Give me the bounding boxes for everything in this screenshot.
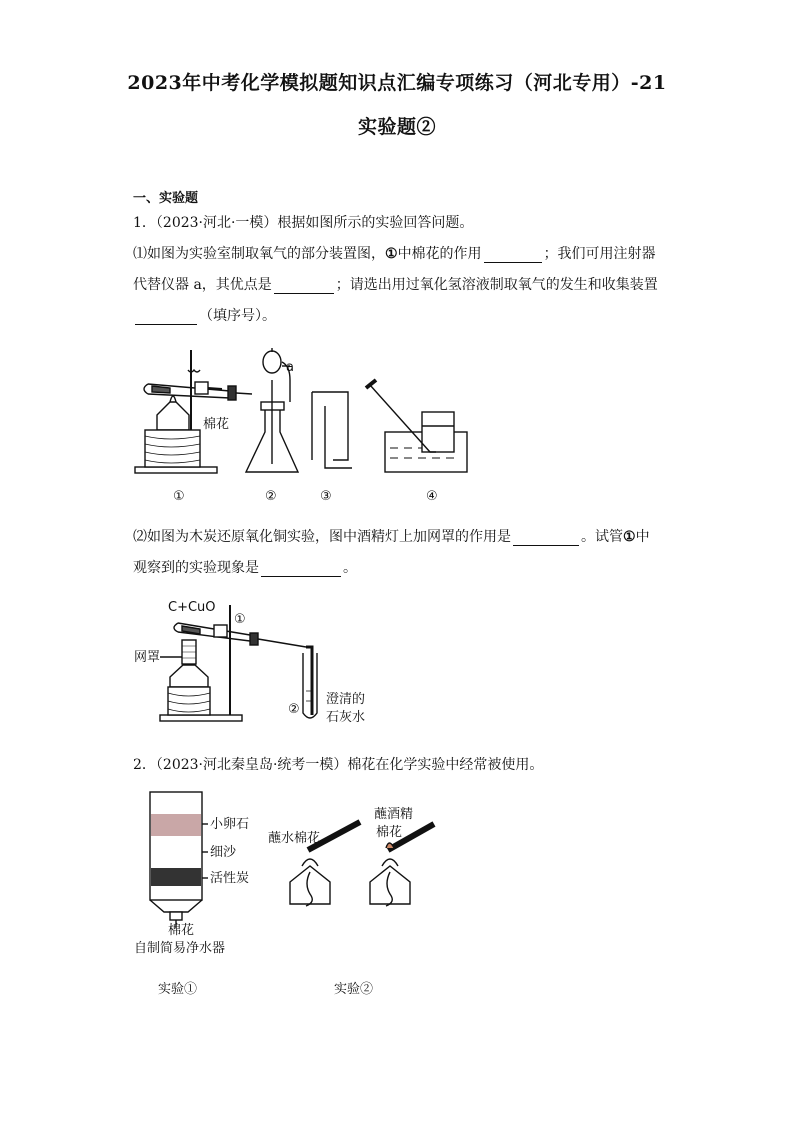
- tube-label-1: ①: [234, 612, 246, 627]
- section-heading: 一、实验题: [133, 191, 199, 206]
- q1-part2-text-b: 。试管: [581, 529, 623, 545]
- cotton-label: 棉花: [203, 417, 230, 432]
- q1-part2-line1: [133, 526, 650, 546]
- q2-header: 2．（2023·河北秦皇岛·统考一模）棉花在化学实验中经常被使用。: [133, 757, 544, 773]
- q1-part1-text-d: 代替仪器 a，其优点是: [133, 277, 272, 293]
- carbon-label: 活性炭: [210, 871, 250, 886]
- tube-label-2: ②: [288, 702, 300, 717]
- answer-blank[interactable]: [135, 310, 197, 325]
- answer-blank[interactable]: [513, 531, 579, 546]
- figure-label-4: ④: [426, 489, 438, 504]
- page-title: 2023年中考化学模拟题知识点汇编专项练习（河北专用）-21: [127, 72, 667, 94]
- alcohol-cotton-label-1: 蘸酒精: [374, 807, 414, 822]
- net-label: 网罩: [134, 650, 161, 665]
- q1-part2-text-d: 观察到的实验现象是: [133, 560, 259, 576]
- alcohol-cotton-label-2: 棉花: [376, 825, 403, 840]
- q1-part1-line2: [133, 274, 658, 294]
- cotton-experiments-figure: [130, 788, 450, 998]
- q1-header: 1．（2023·河北·一模）根据如图所示的实验回答问题。: [133, 215, 474, 231]
- q1-part1-line1: [133, 243, 656, 263]
- q1-part2-line2: [133, 557, 357, 577]
- q1-part1-text-c: ；我们可用注射器: [543, 246, 656, 262]
- figure-label-3: ③: [320, 489, 332, 504]
- q1-part2-text-c: 中: [635, 529, 650, 545]
- answer-blank[interactable]: [274, 279, 334, 294]
- q1-part2-text-a: ⑵如图为木炭还原氧化铜实验，图中酒精灯上加网罩的作用是: [133, 529, 511, 545]
- carbon-reduction-figure: [130, 595, 390, 735]
- q1-part1-text-b: 中棉花的作用: [397, 246, 482, 262]
- pebble-label: 小卵石: [210, 817, 250, 832]
- experiment-1-caption: 实验①: [158, 982, 198, 997]
- q1-part2-text-e: 。: [343, 560, 357, 576]
- limewater-label-2: 石灰水: [326, 710, 366, 725]
- answer-blank[interactable]: [484, 248, 542, 263]
- experiment-2-caption: 实验②: [334, 982, 374, 997]
- purifier-label: 自制简易净水器: [134, 941, 226, 956]
- reagent-label: C+CuO: [168, 600, 216, 615]
- water-cotton-label: 蘸水棉花: [268, 831, 321, 846]
- q1-part1-line3: [133, 305, 276, 325]
- q1-part1-text-a: ⑴如图为实验室制取氧气的部分装置图，: [133, 246, 385, 262]
- page-subtitle: 实验题②: [357, 116, 436, 138]
- q1-part1-text-e: ；请选出用过氧化氢溶液制取氧气的发生和收集装置: [335, 277, 658, 293]
- answer-blank[interactable]: [261, 562, 341, 577]
- q1-part1-text-f: （填序号）。: [199, 308, 276, 324]
- figure-label-1: ①: [173, 489, 185, 504]
- circled-one: ①: [385, 246, 398, 262]
- circled-one: ①: [623, 529, 636, 545]
- figure-label-2: ②: [265, 489, 277, 504]
- oxygen-apparatus-figure: [130, 340, 480, 510]
- sand-label: 细沙: [210, 845, 237, 860]
- instrument-a-label: a: [286, 360, 294, 375]
- cotton-label-2: 棉花: [168, 923, 195, 938]
- limewater-label-1: 澄清的: [326, 692, 366, 707]
